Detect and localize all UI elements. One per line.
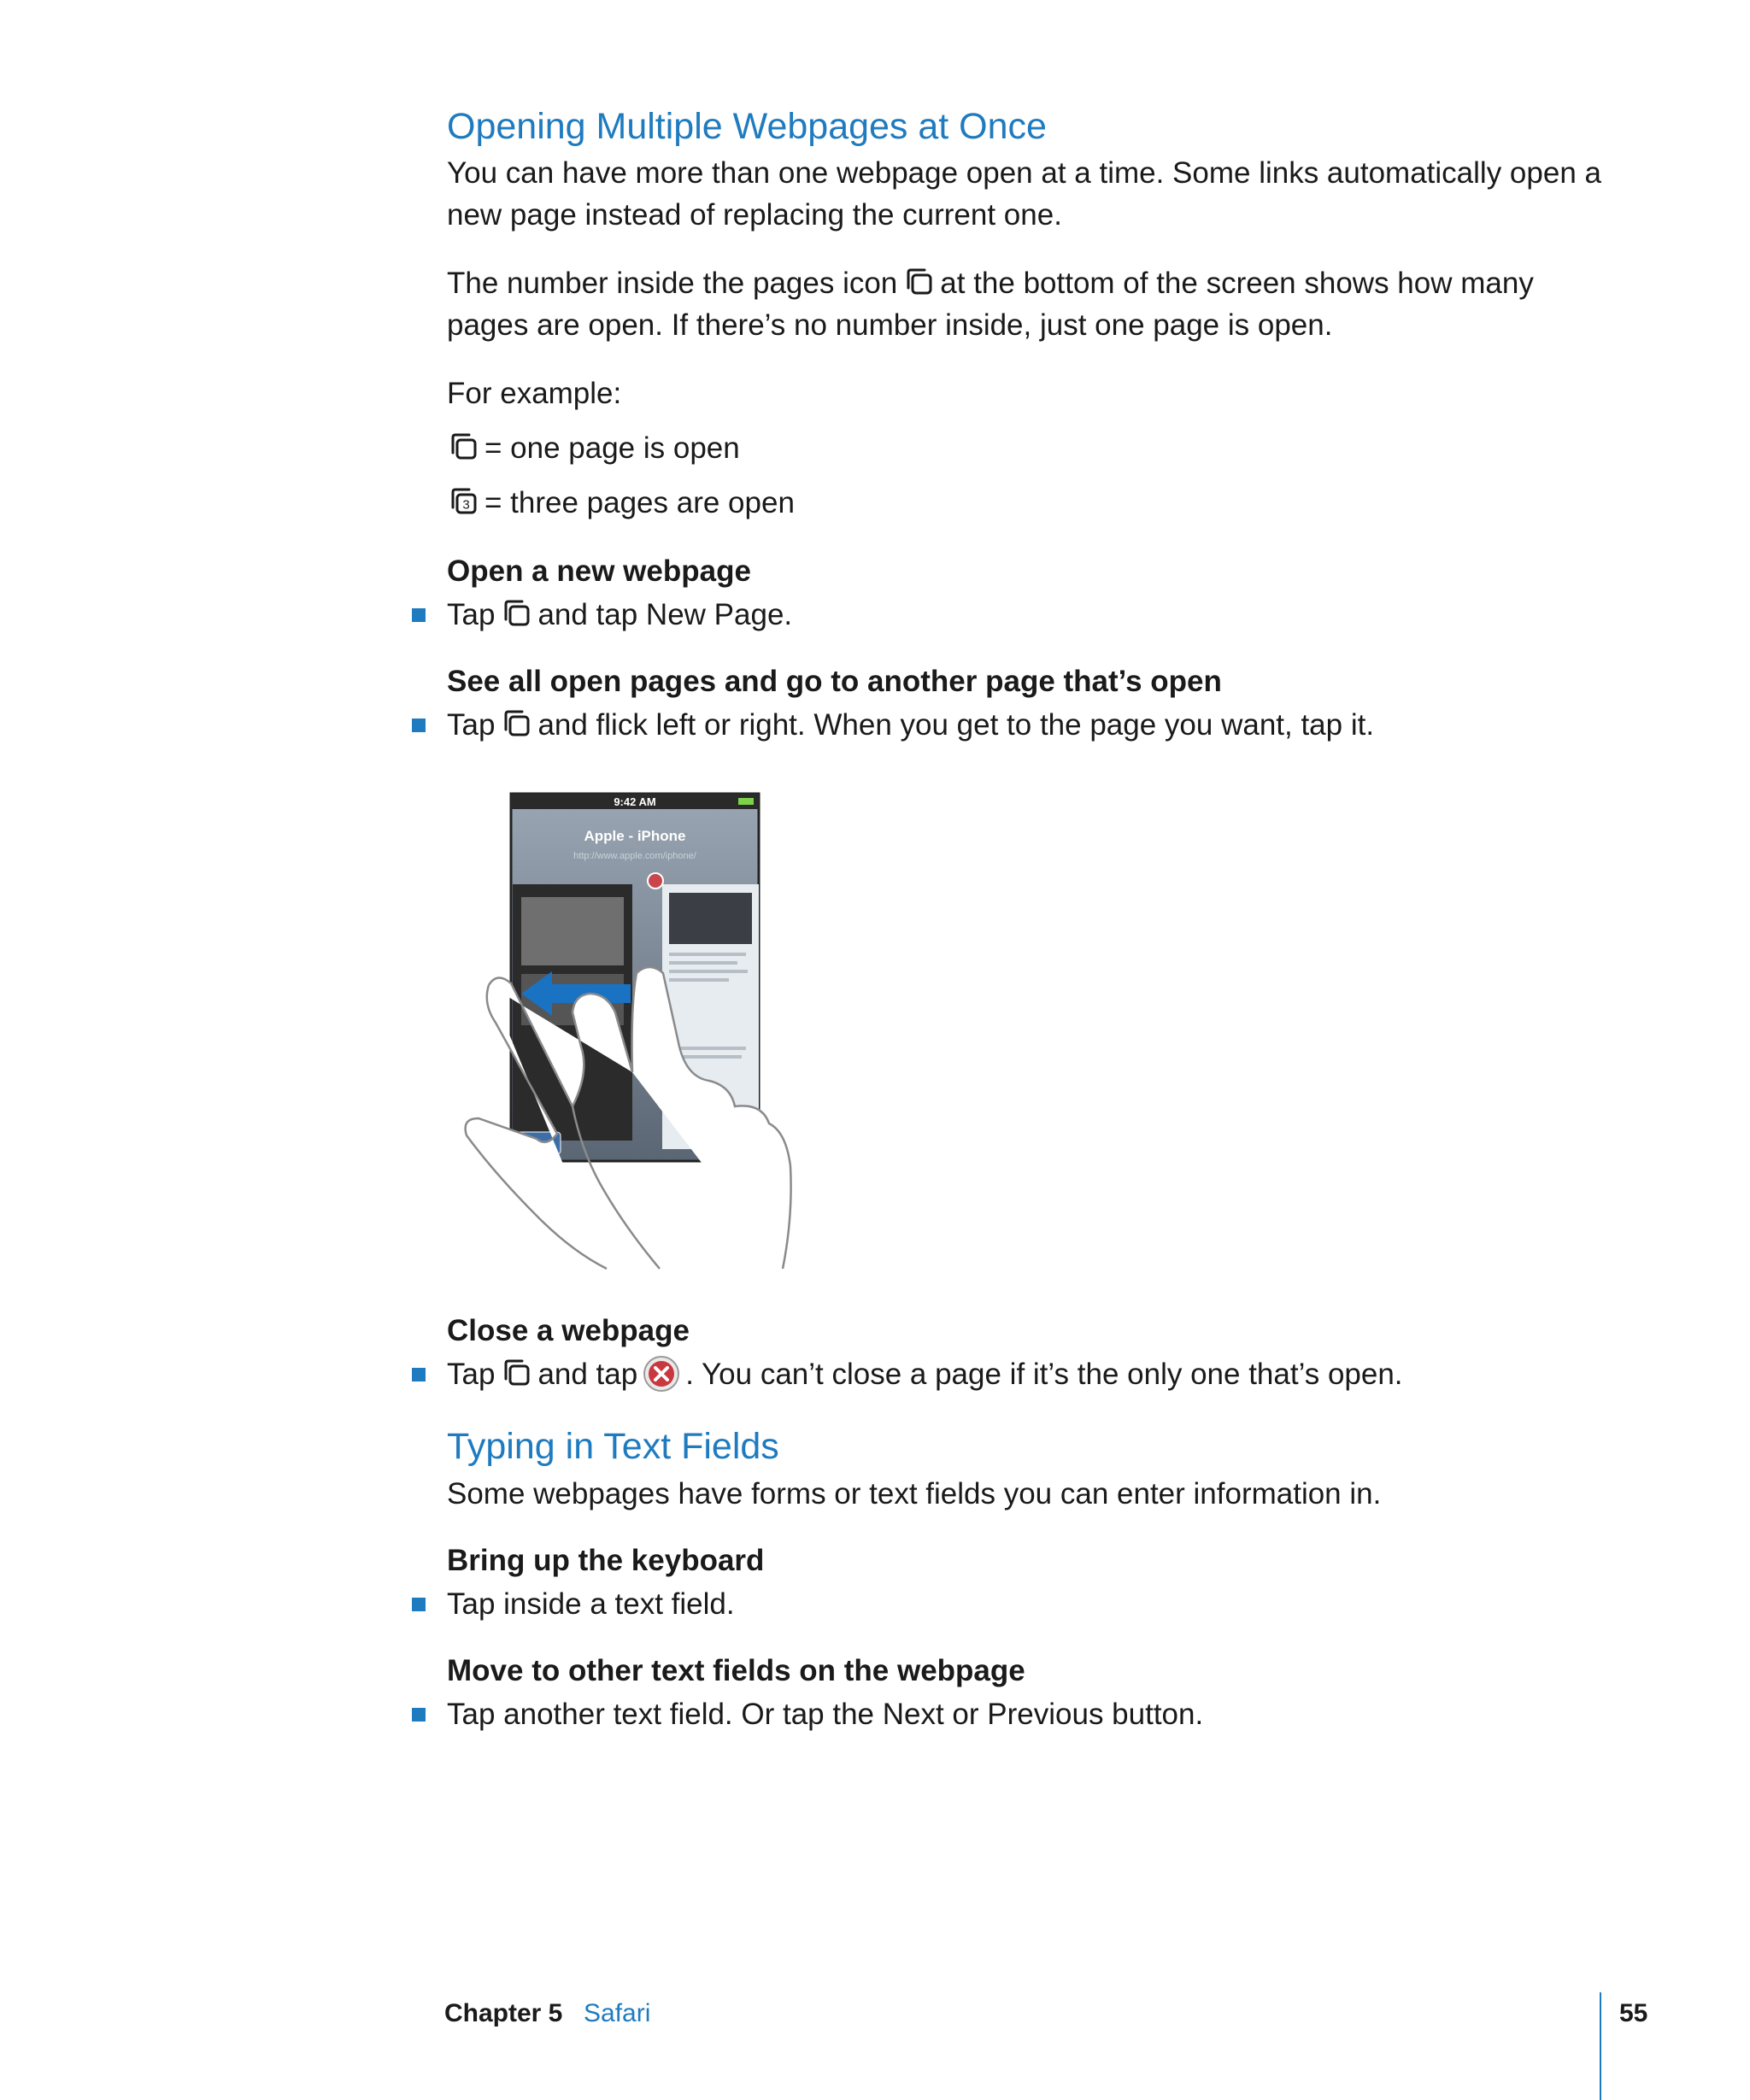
tap-word: Tap (447, 598, 496, 631)
page-card-title: Apple - iPhone (584, 828, 686, 844)
bullet-square (412, 608, 426, 622)
task-heading-close-page: Close a webpage (447, 1314, 690, 1347)
task-heading-see-pages: See all open pages and go to another page that’s open (447, 665, 1222, 698)
text-fields-paragraph: Some webpages have forms or text fields you can enter information in. (447, 1477, 1382, 1510)
footer-divider (1600, 1992, 1601, 2100)
bullet-square (412, 719, 426, 732)
iphone-swipe-illustration (444, 790, 846, 1277)
example-three-pages (447, 482, 795, 524)
task-step-open-page-text: and tap New Page. (537, 598, 793, 631)
battery-icon (738, 798, 754, 805)
intro-paragraph: You can have more than one webpage open at a time. Some links automatically open a new page instead of replacing the current one. (447, 156, 1601, 232)
task-step-close-page (447, 1353, 1403, 1395)
example-one-page (447, 427, 740, 469)
page-card-url: http://www.apple.com/iphone/ (573, 851, 696, 861)
pages-icon-paragraph-start: The number inside the pages icon (447, 267, 898, 300)
task-step-see-pages (447, 704, 1374, 746)
example-three-pages-text: = three pages are open (484, 486, 795, 519)
task-step-move-fields: Tap another text field. Or tap the Next or Previous button. (447, 1698, 1204, 1731)
tap-word: Tap (447, 708, 496, 742)
section-title-opening-pages: Opening Multiple Webpages at Once (447, 106, 1047, 147)
tap-word: Tap (447, 1358, 496, 1391)
task-heading-open-page: Open a new webpage (447, 554, 751, 588)
footer-chapter: Chapter 5 (444, 1999, 563, 2027)
section-title-text-fields: Typing in Text Fields (447, 1426, 779, 1467)
task-step-see-pages-text: and flick left or right. When you get to the page you want, tap it. (537, 708, 1375, 742)
pages-count-number: 3 (462, 497, 470, 513)
pages-icon (447, 432, 479, 463)
pages-icon (500, 1358, 532, 1389)
close-page-icon (643, 1355, 680, 1393)
pages-count-icon (447, 487, 479, 518)
and-tap-text: and tap (537, 1358, 638, 1391)
status-time: 9:42 AM (614, 795, 656, 808)
task-step-keyboard: Tap inside a text field. (447, 1587, 735, 1621)
bullet-square (412, 1368, 426, 1381)
page-number: 55 (1619, 1999, 1648, 2027)
task-step-open-page (447, 594, 792, 636)
task-heading-keyboard: Bring up the keyboard (447, 1544, 765, 1577)
close-page-icon (648, 873, 663, 889)
pages-icon-paragraph-end: at the bottom of the screen shows how many pages are open. If there’s no number inside, just one page is open. (447, 267, 1534, 342)
thumbnail-image (669, 893, 752, 944)
pages-icon (902, 267, 935, 298)
pages-icon-paragraph (447, 262, 1609, 346)
task-heading-move-fields: Move to other text fields on the webpage (447, 1654, 1025, 1687)
task-step-close-page-text: . You can’t close a page if it’s the only one that’s open. (685, 1358, 1403, 1391)
example-one-page-text: = one page is open (484, 431, 740, 465)
footer-section-name: Safari (584, 1999, 651, 2027)
pages-icon (500, 709, 532, 740)
pages-icon (500, 599, 532, 630)
thumbnail-image (521, 897, 624, 965)
bullet-square (412, 1708, 426, 1722)
example-intro: For example: (447, 377, 622, 410)
bullet-square (412, 1598, 426, 1611)
